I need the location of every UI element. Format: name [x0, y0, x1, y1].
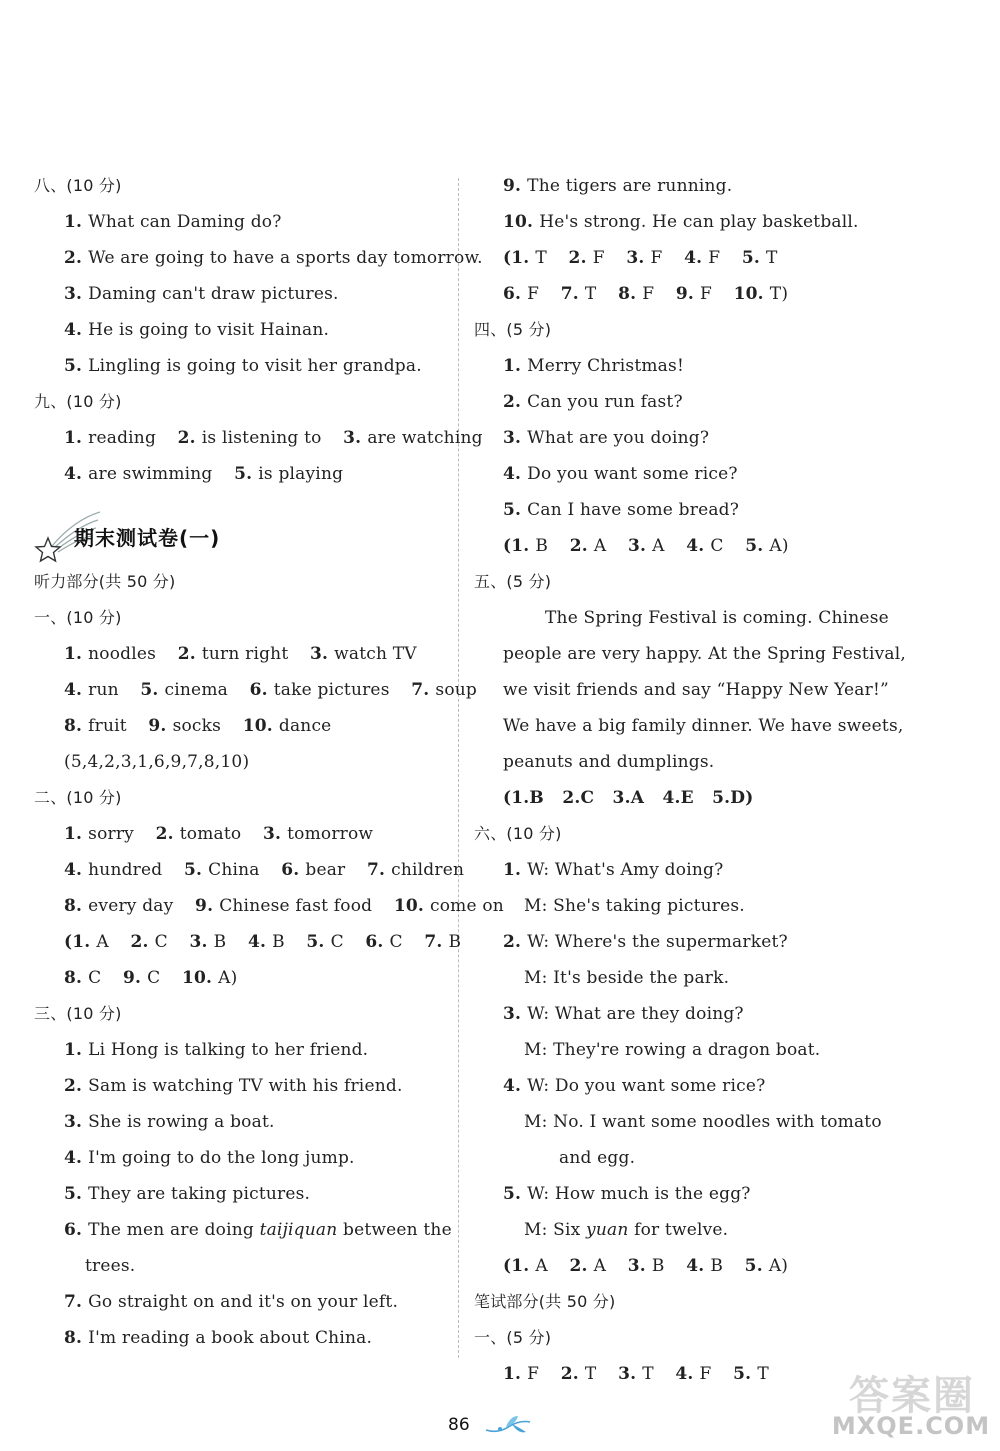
list-item: 1. Li Hong is talking to her friend.	[64, 1040, 369, 1060]
section-heading-3: 三、(10 分)	[34, 1004, 122, 1023]
answer-key-row: 1. F 2. T 3. T 4. F 5. T	[503, 1364, 769, 1384]
answer-key-row: (1. T 2. F 3. F 4. F 5. T	[503, 248, 778, 268]
dialogue-w: 2. W: Where's the supermarket?	[503, 932, 788, 952]
list-item: 4. He is going to visit Hainan.	[64, 320, 330, 340]
answer-order: (5,4,2,3,1,6,9,7,8,10)	[64, 752, 250, 772]
section-heading-5: 五、(5 分)	[474, 572, 552, 591]
answer-key-row: (1. A 2. A 3. B 4. B 5. A)	[503, 1256, 789, 1276]
answer-row: 8. every day 9. Chinese fast food 10. come on	[64, 896, 504, 916]
written-part-heading: 笔试部分(共 50 分)	[474, 1292, 616, 1311]
left-column	[34, 168, 504, 1356]
dialogue-m: M: No. I want some noodles with tomato	[524, 1112, 882, 1132]
list-item: 2. We are going to have a sports day tomorrow.	[64, 248, 483, 268]
dialogue-m: M: They're rowing a dragon boat.	[524, 1040, 821, 1060]
watermark-text: MXQE.COM	[831, 1412, 991, 1440]
list-item: 9. The tigers are running.	[503, 176, 733, 196]
answer-row: 4. are swimming 5. is playing	[64, 464, 344, 484]
paragraph-line: We have a big family dinner. We have sweets,	[503, 716, 904, 736]
answer-key-row: 6. F 7. T 8. F 9. F 10. T)	[503, 284, 789, 304]
list-item: 1. Merry Christmas!	[503, 356, 684, 376]
section-heading-1: 一、(10 分)	[34, 608, 122, 627]
list-item: 3. Daming can't draw pictures.	[64, 284, 339, 304]
right-column	[474, 168, 906, 1392]
page-number: 86	[448, 1415, 470, 1435]
list-item: 1. What can Daming do?	[64, 212, 282, 232]
answer-row: 4. run 5. cinema 6. take pictures 7. soup	[64, 680, 477, 700]
dialogue-w: 1. W: What's Amy doing?	[503, 860, 724, 880]
watermark-glyphs: 答案圈	[849, 1373, 975, 1419]
section-heading-8: 八、(10 分)	[34, 176, 122, 195]
section-heading-4: 四、(5 分)	[474, 320, 552, 339]
dialogue-continuation: and egg.	[559, 1148, 636, 1168]
paragraph-line: The Spring Festival is coming. Chinese	[545, 608, 889, 628]
watermark-logo	[826, 1360, 996, 1448]
answer-key-row: (1. B 2. A 3. A 4. C 5. A)	[503, 536, 789, 556]
list-item: 5. They are taking pictures.	[64, 1184, 311, 1204]
list-item: 8. I'm reading a book about China.	[64, 1328, 373, 1348]
section-heading-2: 二、(10 分)	[34, 788, 122, 807]
answer-row: 1. noodles 2. turn right 3. watch TV	[64, 644, 417, 664]
list-item: 10. He's strong. He can play basketball.	[503, 212, 859, 232]
section-heading-w1: 一、(5 分)	[474, 1328, 552, 1347]
dialogue-w: 3. W: What are they doing?	[503, 1004, 744, 1024]
leaf-decoration-icon	[484, 1412, 532, 1438]
dialogue-m: M: Six yuan for twelve.	[524, 1220, 729, 1240]
dialogue-w: 5. W: How much is the egg?	[503, 1184, 751, 1204]
answer-row: 1. reading 2. is listening to 3. are watching	[64, 428, 483, 448]
listening-part-heading: 听力部分(共 50 分)	[34, 572, 176, 591]
list-item: 5. Can I have some bread?	[503, 500, 740, 520]
paragraph-line: we visit friends and say “Happy New Year!”	[503, 680, 889, 700]
list-item-continuation: trees.	[85, 1256, 136, 1276]
test-title-banner	[34, 506, 454, 564]
answer-row: 4. hundred 5. China 6. bear 7. children	[64, 860, 465, 880]
list-item: 3. What are you doing?	[503, 428, 710, 448]
list-item: 7. Go straight on and it's on your left.	[64, 1292, 399, 1312]
list-item: 5. Lingling is going to visit her grandpa.	[64, 356, 422, 376]
test-title: 期末测试卷(一)	[74, 526, 221, 550]
answer-key-row: 8. C 9. C 10. A)	[64, 968, 238, 988]
section-heading-6: 六、(10 分)	[474, 824, 562, 843]
list-item: 3. She is rowing a boat.	[64, 1112, 275, 1132]
paragraph-line: people are very happy. At the Spring Festival,	[503, 644, 906, 664]
list-item: 4. Do you want some rice?	[503, 464, 738, 484]
answer-row: 8. fruit 9. socks 10. dance	[64, 716, 332, 736]
answer-row: 1. sorry 2. tomato 3. tomorrow	[64, 824, 374, 844]
section-heading-9: 九、(10 分)	[34, 392, 122, 411]
dialogue-m: M: She's taking pictures.	[524, 896, 745, 916]
list-item: 2. Sam is watching TV with his friend.	[64, 1076, 403, 1096]
answer-key-row: (1. A 2. C 3. B 4. B 5. C 6. C 7. B	[64, 932, 462, 952]
paragraph-line: peanuts and dumplings.	[503, 752, 715, 772]
answer-key-row: (1.B 2.C 3.A 4.E 5.D)	[503, 788, 754, 808]
list-item: 6. The men are doing taijiquan between the	[64, 1220, 452, 1240]
dialogue-m: M: It's beside the park.	[524, 968, 730, 988]
list-item: 2. Can you run fast?	[503, 392, 683, 412]
column-divider	[458, 178, 459, 1358]
list-item: 4. I'm going to do the long jump.	[64, 1148, 355, 1168]
dialogue-w: 4. W: Do you want some rice?	[503, 1076, 766, 1096]
